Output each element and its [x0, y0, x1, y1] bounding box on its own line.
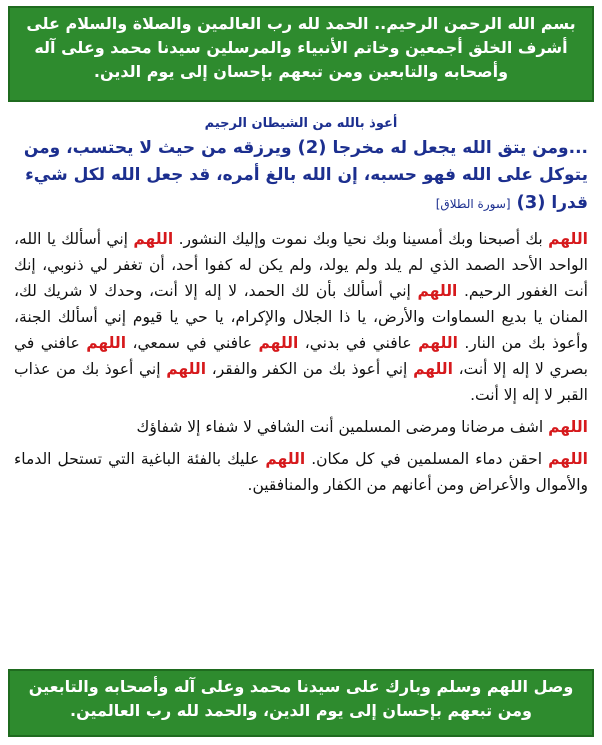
allahumma-2: اللهم [133, 230, 174, 248]
dua3-s1: احقن دماء المسلمين في كل مكان. [311, 450, 543, 468]
dua1-s5: عافني في سمعي، [132, 334, 253, 352]
dua1-s4: عافني في بدني، [304, 334, 412, 352]
allahumma-8: اللهم [166, 360, 207, 378]
quran-section [8, 114, 594, 218]
allahumma-4: اللهم [418, 334, 458, 352]
dua3-s2: عليك بالفئة الباغية التي تستحل الدماء والأموال والأعراض ومن أعانهم من الكفار والمنافقين. [14, 450, 588, 494]
dua1-s3: إني أسألك بأن لك الحمد، لا إله إلا أنت، وحدك لا شريك لك، المنان يا بديع السماوات والأرض، يا ذا الجلال والإكرام، يا حي يا قيوم إني أسألك الجنة، وأعوذ بك من النار. [14, 282, 588, 352]
dua1-s7: إني أعوذ بك من الكفر والفقر، [211, 360, 408, 378]
dua-paragraph-2 [14, 414, 588, 440]
dua1-s2: إني أسألك يا الله، الواحد الأحد الصمد الذي لم يلد ولم يولد، ولم يكن له كفوا أحد، أن تغفر لي ذنوبي، إنك أنت الغفور الرحيم. [14, 230, 588, 300]
verse-number-3: (3) [516, 192, 546, 213]
allahumma-11: اللهم [265, 450, 306, 468]
allahumma-9: اللهم [548, 418, 588, 436]
quran-verse [14, 134, 588, 218]
duas-section [8, 226, 594, 498]
istiadha: أعوذ بالله من الشيطان الرجيم [204, 116, 398, 131]
allahumma-7: اللهم [413, 360, 453, 378]
dua1-s8: إني أعوذ بك من عذاب القبر لا إله إلا أنت. [14, 360, 588, 404]
verse-part-1: ...ومن يتق الله يجعل له مخرجا [332, 138, 588, 158]
dua2-s1: اشف مرضانا ومرضى المسلمين أنت الشافي لا شفاء إلا شفاؤك [136, 418, 544, 436]
allahumma-3: اللهم [417, 282, 458, 300]
dua1-s1: بك أصبحنا وبك أمسينا وبك نحيا وبك نموت وإليك النشور. [178, 230, 543, 248]
surah-name: [سورة الطلاق] [435, 197, 511, 211]
allahumma-5: اللهم [258, 334, 299, 352]
header-text: بسم الله الرحمن الرحيم.. الحمد لله رب العالمين والصلاة والسلام على أشرف الخلق أجمعين وخاتم الأنبياء والمرسلين سيدنا محمد وعلى آله وأصحابه والتابعين ومن تبعهم بإحسان إلى يوم الدين. [26, 14, 576, 81]
dua1-s6: عافني في بصري لا إله إلا أنت، [14, 334, 588, 378]
footer-text: وصل اللهم وسلم وبارك على سيدنا محمد وعلى آله وأصحابه والتابعين ومن تبعهم بإحسان إلى يوم الدين، والحمد لله رب العالمين. [28, 677, 574, 720]
allahumma-10: اللهم [548, 450, 588, 468]
allahumma-6: اللهم [86, 334, 127, 352]
dua-paragraph-3 [14, 446, 588, 498]
footer-banner [8, 669, 594, 737]
dua-paragraph-1 [14, 226, 588, 408]
verse-part-2: ويرزقه من حيث لا يحتسب، ومن يتوكل على الله فهو حسبه، إن الله بالغ أمره، قد جعل الله لكل شيء قدرا [23, 138, 588, 213]
header-banner [8, 6, 594, 102]
verse-number-2: (2) [297, 137, 327, 158]
allahumma-1: اللهم [548, 230, 588, 248]
